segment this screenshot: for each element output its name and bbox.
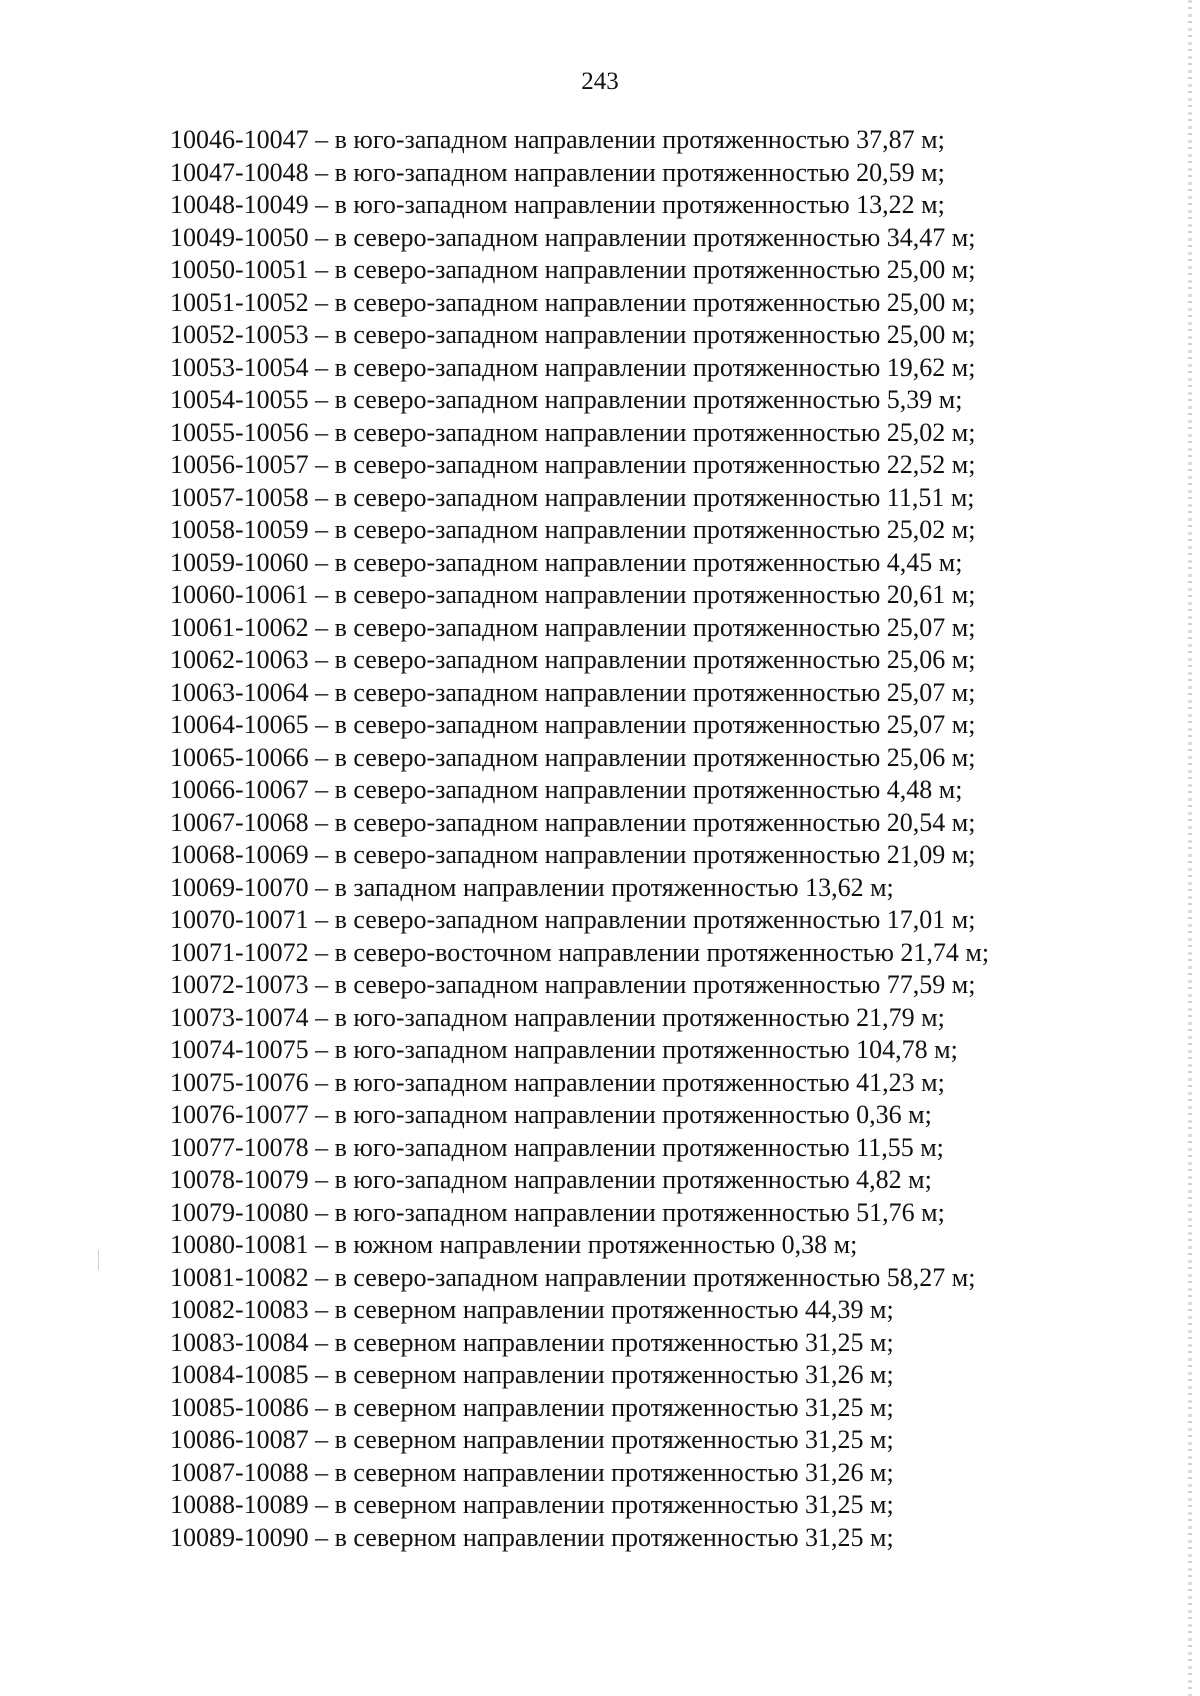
scan-mark-artifact [98,1250,99,1270]
segment-line: 10066-10067 – в северо-западном направлении протяженностью 4,48 м; [170,775,963,804]
segment-line: 10060-10061 – в северо-западном направлении протяженностью 20,61 м; [170,580,976,609]
segment-line: 10084-10085 – в северном направлении протяженностью 31,26 м; [170,1360,894,1389]
segment-line: 10082-10083 – в северном направлении протяженностью 44,39 м; [170,1295,894,1324]
segment-line: 10063-10064 – в северо-западном направлении протяженностью 25,07 м; [170,677,976,707]
segment-line: 10046-10047 – в юго-западном направлении протяженностью 37,87 м; [170,125,945,154]
segment-line: 10071-10072 – в северо-восточном направлении протяженностью 21,74 м; [170,937,990,967]
segment-line: 10078-10079 – в юго-западном направлении протяженностью 4,82 м; [170,1165,932,1194]
segment-line: 10055-10056 – в северо-западном направлении протяженностью 25,02 м; [170,417,976,447]
segment-line: 10059-10060 – в северо-западном направлении протяженностью 4,45 м; [170,547,963,577]
segment-line: 10067-10068 – в северо-западном направлении протяженностью 20,54 м; [170,807,976,837]
segment-line: 10079-10080 – в юго-западном направлении протяженностью 51,76 м; [170,1197,945,1227]
segment-line: 10074-10075 – в юго-западном направлении протяженностью 104,78 м; [170,1035,958,1064]
segment-line: 10075-10076 – в юго-западном направлении протяженностью 41,23 м; [170,1067,945,1097]
segment-line: 10081-10082 – в северо-западном направлении протяженностью 58,27 м; [170,1262,976,1292]
segment-line: 10047-10048 – в юго-западном направлении протяженностью 20,59 м; [170,157,945,187]
segment-line: 10061-10062 – в северо-западном направлении протяженностью 25,07 м; [170,612,976,642]
segment-line: 10054-10055 – в северо-западном направлении протяженностью 5,39 м; [170,385,963,414]
page-number: 243 [581,68,619,95]
segment-line: 10049-10050 – в северо-западном направлении протяженностью 34,47 м; [170,222,976,252]
boundary-segment-list [170,124,1070,1554]
segment-line: 10073-10074 – в юго-западном направлении протяженностью 21,79 м; [170,1002,945,1032]
segment-line: 10057-10058 – в северо-западном направлении протяженностью 11,51 м; [170,482,975,512]
segment-line: 10085-10086 – в северном направлении протяженностью 31,25 м; [170,1392,894,1422]
segment-line: 10076-10077 – в юго-западном направлении протяженностью 0,36 м; [170,1100,932,1129]
segment-line: 10088-10089 – в северном направлении протяженностью 31,25 м; [170,1490,894,1519]
segment-line: 10065-10066 – в северо-западном направлении протяженностью 25,06 м; [170,742,976,772]
segment-line: 10083-10084 – в северном направлении протяженностью 31,25 м; [170,1327,894,1357]
segment-line: 10086-10087 – в северном направлении протяженностью 31,25 м; [170,1425,894,1454]
segment-line: 10048-10049 – в юго-западном направлении протяженностью 13,22 м; [170,190,945,219]
segment-line: 10062-10063 – в северо-западном направлении протяженностью 25,06 м; [170,645,976,674]
segment-line: 10056-10057 – в северо-западном направлении протяженностью 22,52 м; [170,450,976,479]
segment-line: 10052-10053 – в северо-западном направлении протяженностью 25,00 м; [170,320,976,349]
segment-line: 10077-10078 – в юго-западном направлении протяженностью 11,55 м; [170,1132,944,1162]
segment-line: 10080-10081 – в южном направлении протяженностью 0,38 м; [170,1230,858,1259]
segment-line: 10069-10070 – в западном направлении протяженностью 13,62 м; [170,872,894,902]
segment-line: 10072-10073 – в северо-западном направлении протяженностью 77,59 м; [170,970,976,999]
segment-line: 10064-10065 – в северо-западном направлении протяженностью 25,07 м; [170,710,976,739]
segment-line: 10058-10059 – в северо-западном направлении протяженностью 25,02 м; [170,515,976,544]
scan-edge-artifact [1188,0,1192,1696]
segment-line: 10087-10088 – в северном направлении протяженностью 31,26 м; [170,1457,894,1487]
segment-line: 10070-10071 – в северо-западном направлении протяженностью 17,01 м; [170,905,976,934]
segment-line: 10089-10090 – в северном направлении протяженностью 31,25 м; [170,1522,894,1552]
segment-line: 10051-10052 – в северо-западном направлении протяженностью 25,00 м; [170,287,976,317]
segment-line: 10068-10069 – в северо-западном направлении протяженностью 21,09 м; [170,840,976,869]
segment-line: 10050-10051 – в северо-западном направлении протяженностью 25,00 м; [170,255,976,284]
segment-line: 10053-10054 – в северо-западном направлении протяженностью 19,62 м; [170,352,976,382]
